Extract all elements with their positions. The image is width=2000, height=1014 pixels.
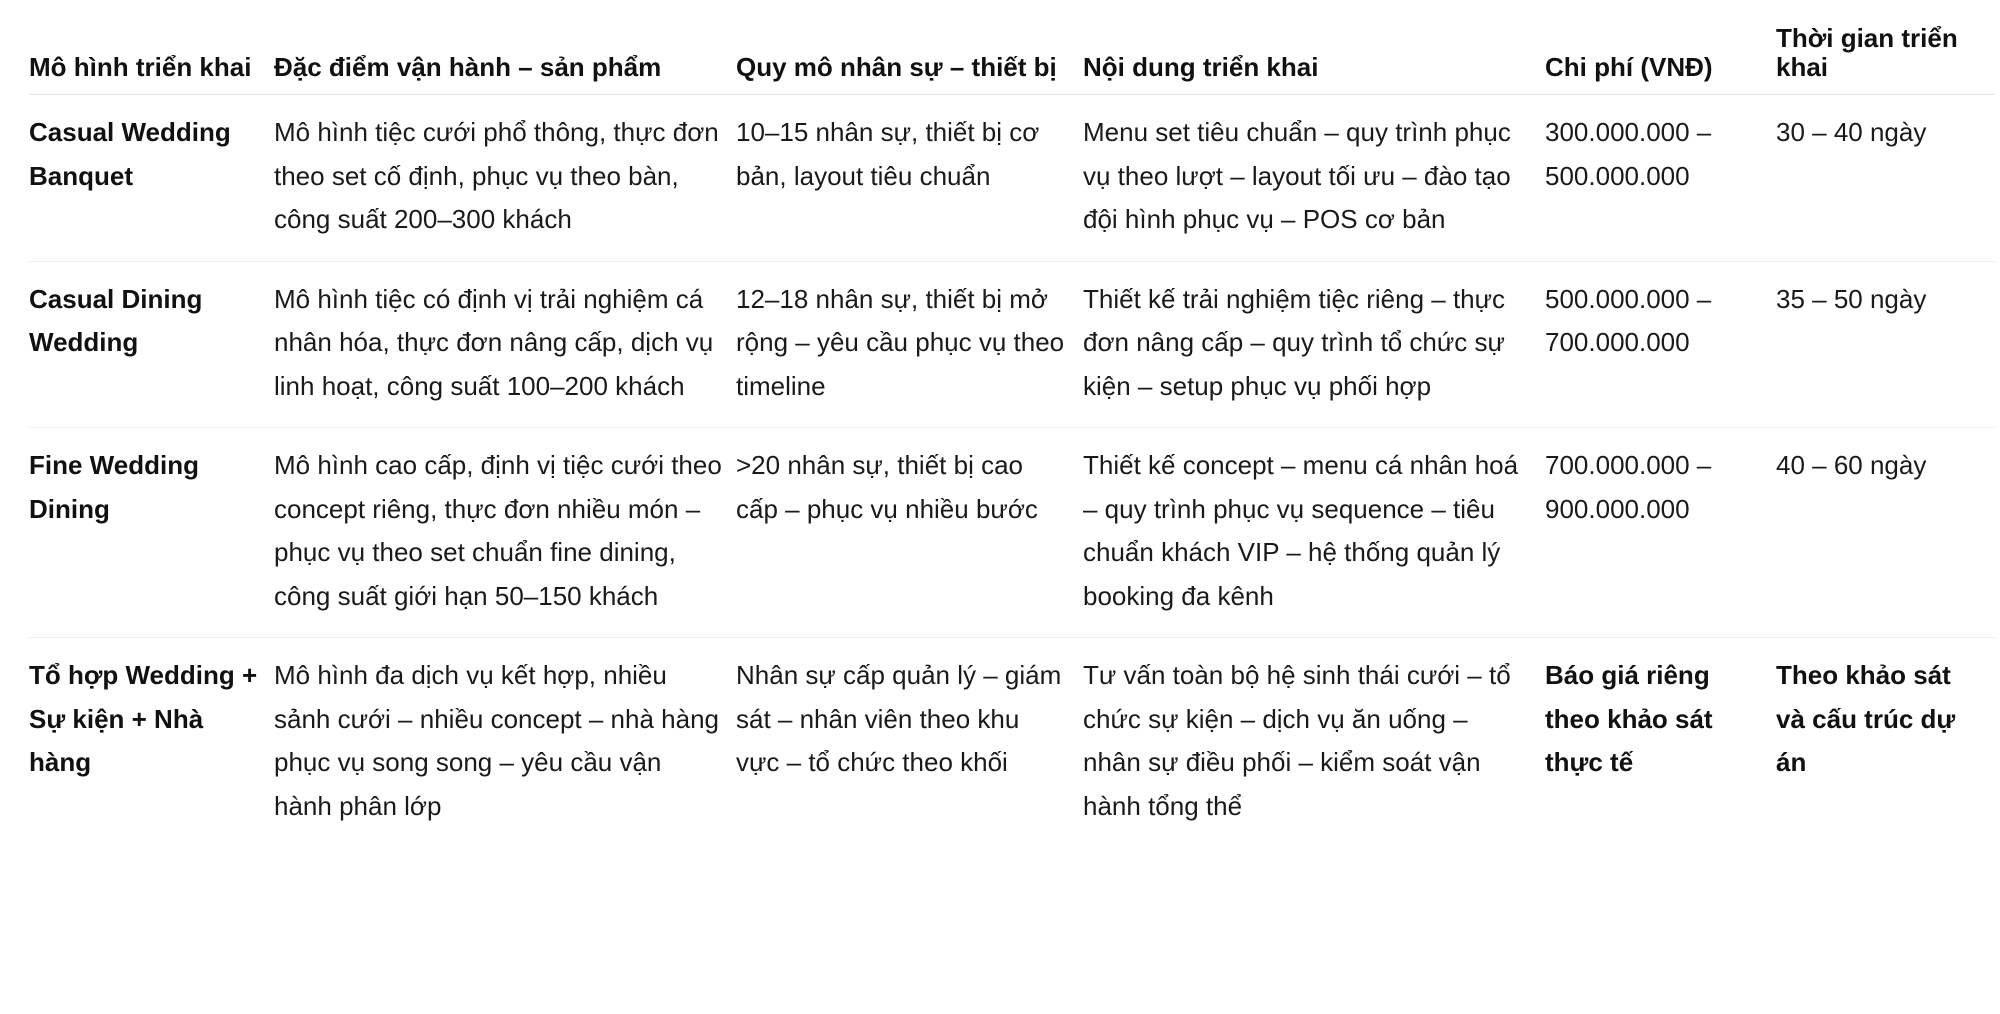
cell-scale: 12–18 nhân sự, thiết bị mở rộng – yêu cầu phục vụ theo timeline: [736, 261, 1083, 428]
cell-model: Casual Dining Wedding: [29, 261, 274, 428]
table-row: [29, 95, 1995, 262]
cell-model: Fine Wedding Dining: [29, 428, 274, 638]
cell-model: Casual Wedding Banquet: [29, 95, 274, 262]
cell-features: Mô hình cao cấp, định vị tiệc cưới theo concept riêng, thực đơn nhiều món – phục vụ theo set chuẩn fine dining, công suất giới hạn 50–150 khách: [274, 428, 736, 638]
cell-content: Thiết kế concept – menu cá nhân hoá – quy trình phục vụ sequence – tiêu chuẩn khách VIP – hệ thống quản lý booking đa kênh: [1083, 428, 1545, 638]
cell-content: Thiết kế trải nghiệm tiệc riêng – thực đơn nâng cấp – quy trình tổ chức sự kiện – setup phục vụ phối hợp: [1083, 261, 1545, 428]
cell-cost: 300.000.000 – 500.000.000: [1545, 95, 1776, 262]
cell-duration: 35 – 50 ngày: [1776, 261, 1995, 428]
header-model: Mô hình triển khai: [29, 22, 274, 95]
cell-content: Menu set tiêu chuẩn – quy trình phục vụ theo lượt – layout tối ưu – đào tạo đội hình phục vụ – POS cơ bản: [1083, 95, 1545, 262]
cell-duration: Theo khảo sát và cấu trúc dự án: [1776, 660, 1956, 777]
cell-duration: 30 – 40 ngày: [1776, 95, 1995, 262]
table-body: [29, 95, 1995, 848]
cell-cost: 500.000.000 – 700.000.000: [1545, 261, 1776, 428]
table-row: [29, 428, 1995, 638]
cell-scale: 10–15 nhân sự, thiết bị cơ bản, layout tiêu chuẩn: [736, 95, 1083, 262]
cell-cost: 700.000.000 – 900.000.000: [1545, 428, 1776, 638]
header-row: [29, 22, 1995, 95]
cell-features: Mô hình đa dịch vụ kết hợp, nhiều sảnh cưới – nhiều concept – nhà hàng phục vụ song song – yêu cầu vận hành phân lớp: [274, 660, 719, 821]
cell-scale: >20 nhân sự, thiết bị cao cấp – phục vụ nhiều bước: [736, 428, 1083, 638]
cell-model: Tổ hợp Wedding + Sự kiện + Nhà hàng: [29, 660, 258, 777]
cell-scale: Nhân sự cấp quản lý – giám sát – nhân viên theo khu vực – tổ chức theo khối: [736, 660, 1062, 777]
cell-duration: 40 – 60 ngày: [1776, 428, 1995, 638]
cell-cost: Báo giá riêng theo khảo sát thực tế: [1545, 660, 1713, 777]
header-content: Nội dung triển khai: [1083, 22, 1545, 95]
table-row: [29, 638, 1995, 848]
header-duration: Thời gian triển khai: [1776, 22, 1995, 95]
cell-content: Tư vấn toàn bộ hệ sinh thái cưới – tổ chức sự kiện – dịch vụ ăn uống – nhân sự điều phối – kiểm soát vận hành tổng thể: [1083, 660, 1511, 821]
header-features: Đặc điểm vận hành – sản phẩm: [274, 22, 736, 95]
deployment-models-table: [29, 22, 1995, 847]
deployment-models-table-container: [29, 22, 1995, 847]
header-cost: Chi phí (VNĐ): [1545, 22, 1776, 95]
cell-features: Mô hình tiệc có định vị trải nghiệm cá nhân hóa, thực đơn nâng cấp, dịch vụ linh hoạt, công suất 100–200 khách: [274, 261, 736, 428]
cell-features: Mô hình tiệc cưới phổ thông, thực đơn theo set cố định, phục vụ theo bàn, công suất 200–300 khách: [274, 95, 736, 262]
table-header: [29, 22, 1995, 95]
header-scale: Quy mô nhân sự – thiết bị: [736, 22, 1083, 95]
table-row: [29, 261, 1995, 428]
